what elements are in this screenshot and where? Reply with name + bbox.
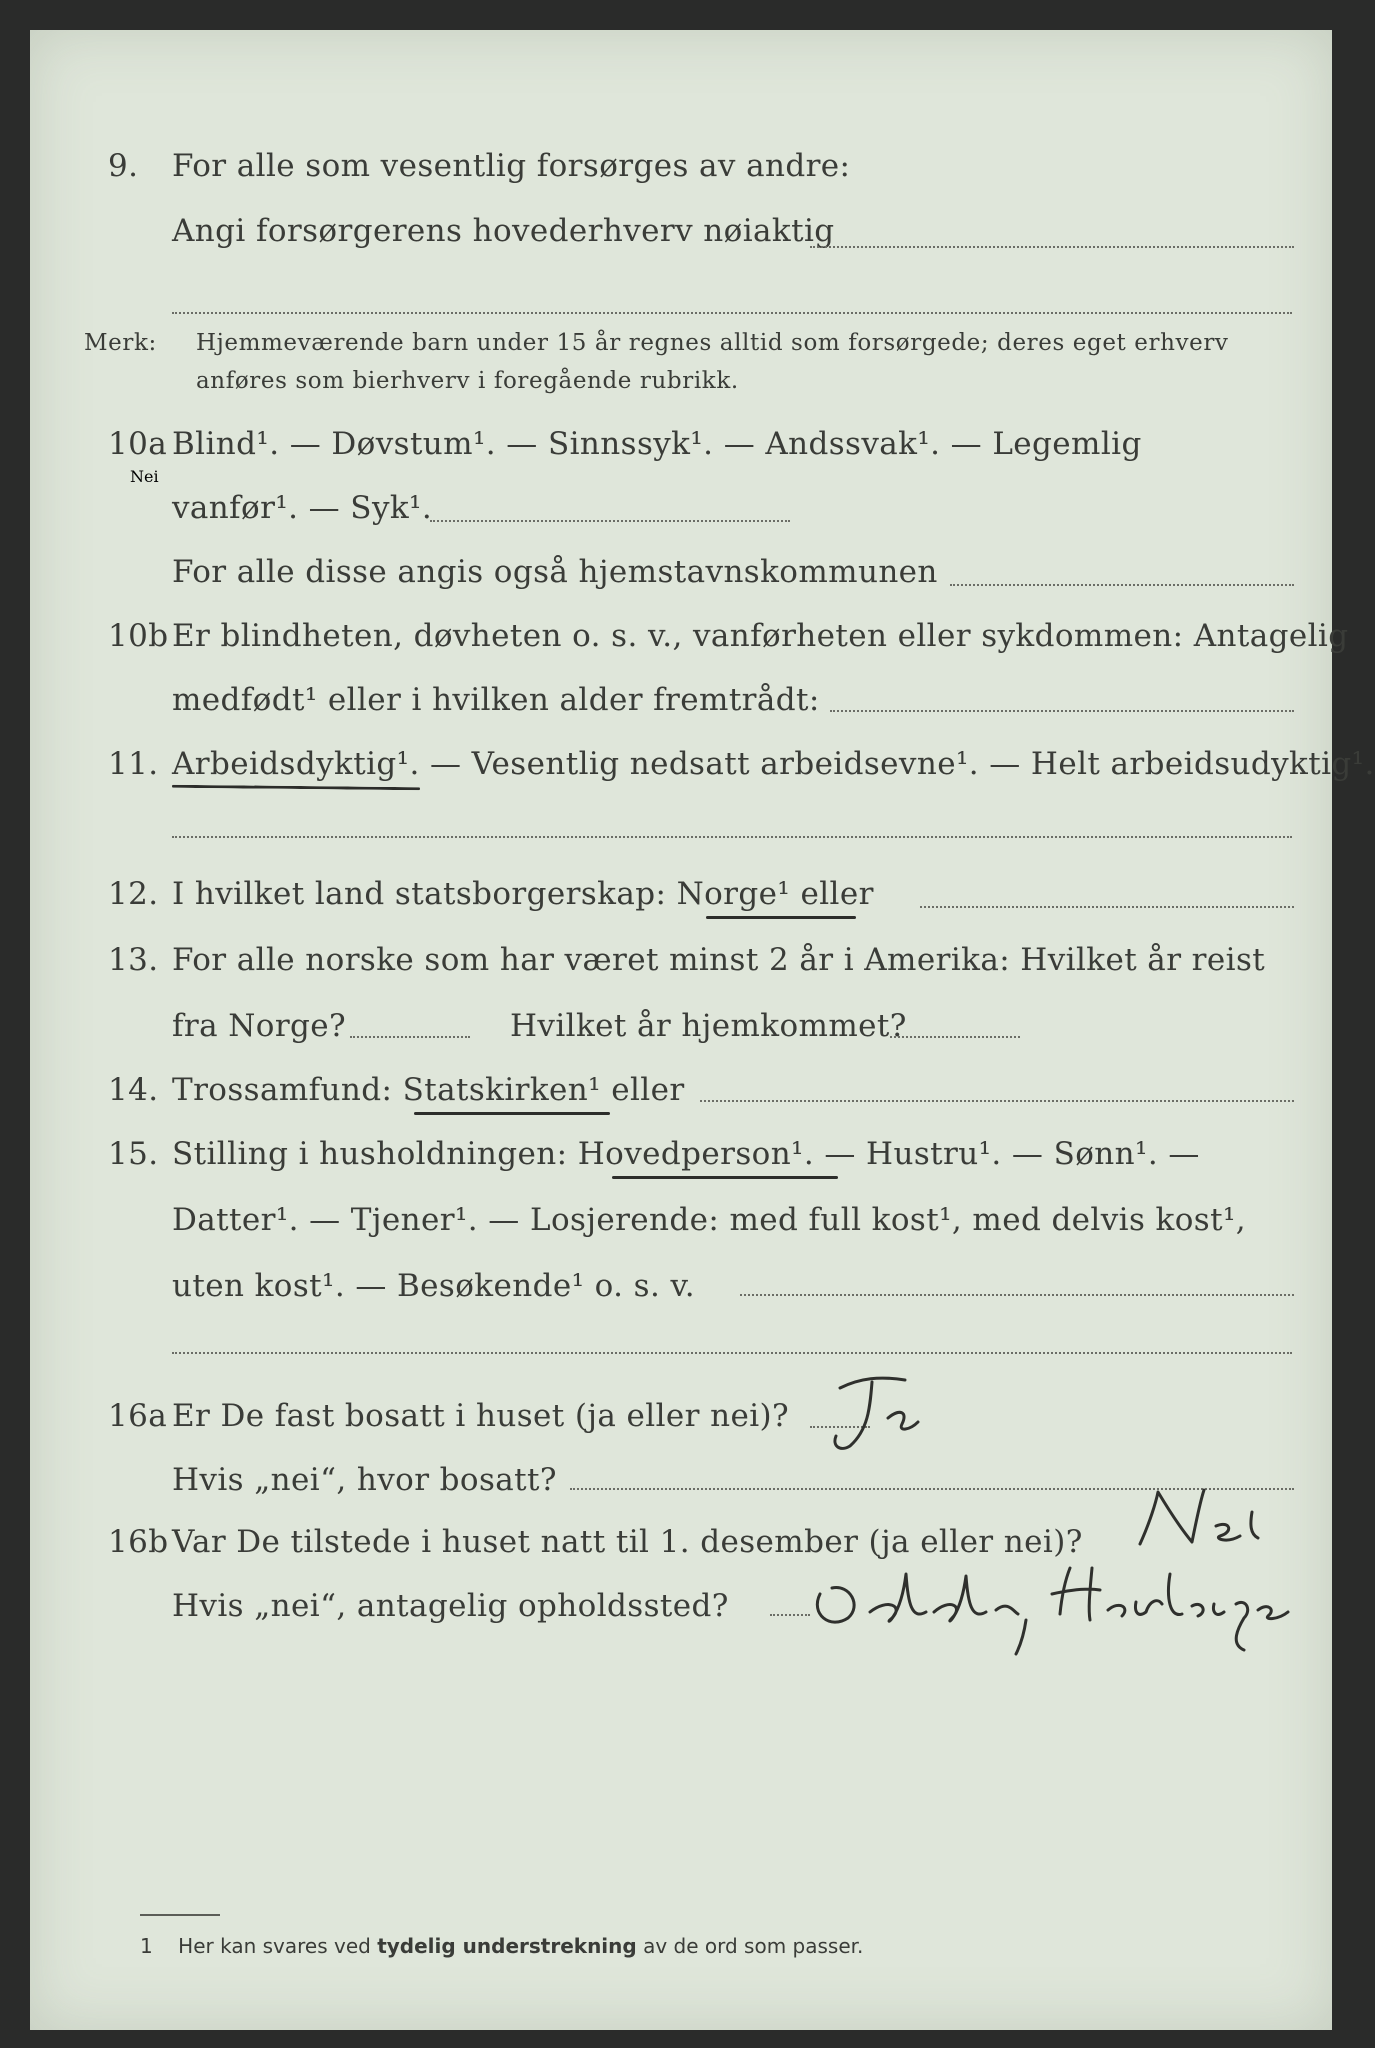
q16a-number: 16a <box>108 1398 168 1434</box>
footnote-mark: 1 <box>140 1934 153 1958</box>
q11-text: Arbeidsdyktig¹. — Vesentlig nedsatt arbeidsevne¹. — Helt arbeidsudyktig¹. <box>172 746 1375 782</box>
q14-number: 14. <box>108 1072 159 1108</box>
q16a-text: Er De fast bosatt i huset (ja eller nei)? <box>172 1398 790 1434</box>
q16a-handwritten-ja <box>810 1368 930 1458</box>
q15-underline-hovedperson <box>612 1176 838 1179</box>
footnote-rule <box>140 1914 220 1916</box>
q13-text-2a: fra Norge? <box>172 1008 347 1044</box>
q15-text: Stilling i husholdningen: Hovedperson¹. — Hustru¹. — Sønn¹. — <box>172 1136 1200 1172</box>
q11-answer-line <box>172 836 1292 838</box>
q10b-text: Er blindheten, døvheten o. s. v., vanførheten eller sykdommen: Antagelig <box>172 618 1349 654</box>
q16b-handwritten-odda-hardanger <box>800 1554 1300 1664</box>
q13-text-2b: Hvilket år hjemkommet? <box>510 1008 907 1044</box>
q15-number: 15. <box>108 1136 159 1172</box>
merk-text-2: anføres som bierhverv i foregående rubrikk. <box>196 368 739 394</box>
q15-text-2: Datter¹. — Tjener¹. — Losjerende: med full kost¹, med delvis kost¹, <box>172 1202 1247 1238</box>
q10b-answer-line <box>830 710 1294 712</box>
q10a-number: 10a <box>108 426 168 462</box>
q9-answer-line <box>810 246 1294 248</box>
q16b-number: 16b <box>108 1524 169 1560</box>
q15-text-3: uten kost¹. — Besøkende¹ o. s. v. <box>172 1268 695 1304</box>
q15-answer-line <box>740 1294 1294 1296</box>
footnote-text-b: tydelig understrekning <box>377 1934 637 1958</box>
q9-text-2: Angi forsørgerens hovederhverv nøiaktig <box>172 213 835 249</box>
q10a-text-3: For alle disse angis også hjemstavnskommunen <box>172 554 938 590</box>
q14-answer-line <box>700 1100 1294 1102</box>
q16b-text: Var De tilstede i huset natt til 1. desember (ja eller nei)? <box>172 1524 1083 1560</box>
q12-text: I hvilket land statsborgerskap: Norge¹ eller <box>172 876 874 912</box>
q10a-answer-line <box>430 520 790 522</box>
q16b-answer-text: Nei <box>130 467 159 486</box>
q10b-number: 10b <box>108 618 169 654</box>
q10a-text: Blind¹. — Døvstum¹. — Sinnssyk¹. — Andssvak¹. — Legemlig <box>172 426 1142 462</box>
census-form-page <box>30 30 1375 2030</box>
q10a-text-2: vanfør¹. — Syk¹. <box>172 490 433 526</box>
q16a-text-2: Hvis „nei“, hvor bosatt? <box>172 1462 557 1498</box>
q10a-answer-line-2 <box>950 584 1294 586</box>
footnote-text-a: Her kan svares ved <box>178 1934 371 1958</box>
q15-answer-line-2 <box>172 1352 1292 1354</box>
footnote-text-c: av de ord som passer. <box>643 1934 864 1958</box>
merk-label: Merk: <box>84 330 157 356</box>
q13-answer-reist <box>350 1036 470 1038</box>
footnote <box>140 1934 863 1958</box>
q12-number: 12. <box>108 876 159 912</box>
q10b-text-2: medfødt¹ eller i hvilken alder fremtrådt: <box>172 682 820 718</box>
q13-number: 13. <box>108 942 159 978</box>
q13-answer-hjemkommet <box>890 1036 1020 1038</box>
q9-text: For alle som vesentlig forsørges av andre: <box>172 148 851 184</box>
q12-underline-norge <box>706 916 856 919</box>
q9-number: 9. <box>108 148 139 184</box>
q14-underline-statskirken <box>414 1112 610 1115</box>
q11-underline-arbeidsdyktig <box>172 785 420 791</box>
q14-text: Trossamfund: Statskirken¹ eller <box>172 1072 685 1108</box>
merk-text: Hjemmeværende barn under 15 år regnes alltid som forsørgede; deres eget erhverv <box>196 330 1229 356</box>
q11-number: 11. <box>108 746 159 782</box>
q16b-text-2: Hvis „nei“, antagelig opholdssted? <box>172 1588 729 1624</box>
q9-answer-line-2 <box>172 312 1292 314</box>
q13-text: For alle norske som har været minst 2 år i Amerika: Hvilket år reist <box>172 942 1266 978</box>
q12-answer-line <box>920 906 1294 908</box>
